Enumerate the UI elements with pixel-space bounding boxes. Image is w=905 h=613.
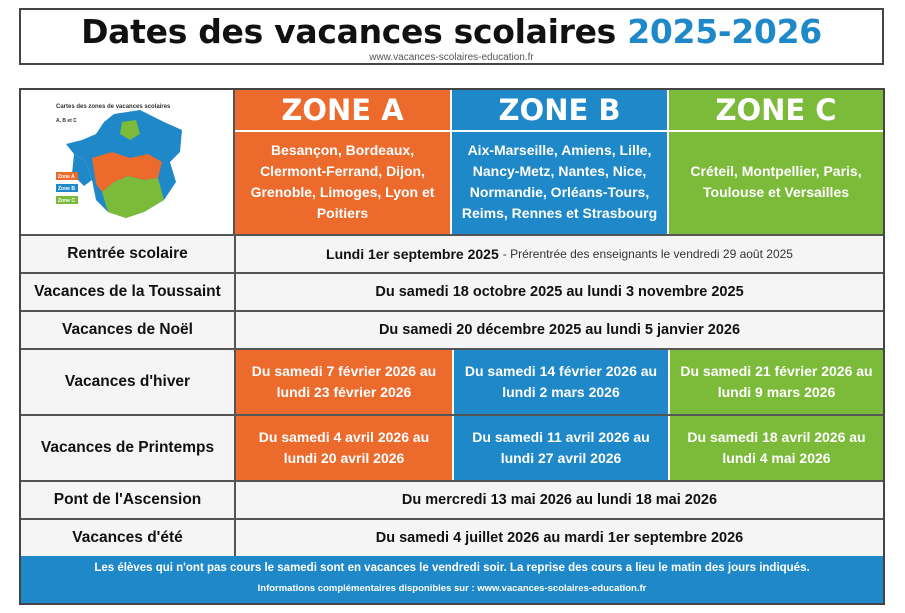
hiver-zone-a: Du samedi 7 février 2026 au lundi 23 février 2026 bbox=[236, 350, 452, 414]
rentree-value bbox=[236, 236, 883, 272]
rentree-date: Lundi 1er septembre 2025 bbox=[326, 246, 499, 262]
zones-map bbox=[21, 90, 235, 234]
zone-c-cities: Créteil, Montpellier, Paris, Toulouse et Versailles bbox=[690, 163, 862, 200]
map-subtitle: A, B et C bbox=[56, 118, 77, 124]
printemps-zone-a: Du samedi 4 avril 2026 au lundi 20 avril 2026 bbox=[236, 416, 452, 480]
zones-row bbox=[21, 90, 883, 234]
zone-c-column bbox=[667, 90, 883, 234]
hiver-zone-c: Du samedi 21 février 2026 au lundi 9 mars 2026 bbox=[668, 350, 883, 414]
ascension-label: Pont de l'Ascension bbox=[21, 482, 236, 518]
printemps-zone-b: Du samedi 11 avril 2026 au lundi 27 avril 2026 bbox=[452, 416, 668, 480]
rentree-label: Rentrée scolaire bbox=[21, 236, 236, 272]
toussaint-label: Vacances de la Toussaint bbox=[21, 274, 236, 310]
zone-c-heading: ZONE C bbox=[669, 90, 883, 132]
zone-a-column bbox=[235, 90, 450, 234]
title-main: Dates des vacances scolaires bbox=[81, 12, 617, 51]
website-link[interactable]: www.vacances-scolaires-education.fr bbox=[369, 52, 534, 63]
toussaint-dates: Du samedi 18 octobre 2025 au lundi 3 novembre 2025 bbox=[236, 274, 883, 310]
title-box bbox=[19, 8, 884, 65]
printemps-label: Vacances de Printemps bbox=[21, 416, 236, 480]
zone-b-column bbox=[450, 90, 667, 234]
legend-zone-c: Zone C bbox=[58, 198, 75, 204]
rentree-note: - Prérentrée des enseignants le vendredi 29 août 2025 bbox=[502, 247, 793, 261]
ascension-dates: Du mercredi 13 mai 2026 au lundi 18 mai 2026 bbox=[236, 482, 883, 518]
zone-b-heading: ZONE B bbox=[452, 90, 667, 132]
row-printemps bbox=[21, 414, 883, 480]
holiday-table bbox=[19, 88, 885, 558]
noel-dates: Du samedi 20 décembre 2025 au lundi 5 janvier 2026 bbox=[236, 312, 883, 348]
hiver-label: Vacances d'hiver bbox=[21, 350, 236, 414]
legend-zone-a: Zone A bbox=[58, 174, 75, 180]
ete-label: Vacances d'été bbox=[21, 520, 236, 556]
row-toussaint bbox=[21, 272, 883, 310]
map-title: Cartes des zones de vacances scolaires bbox=[56, 104, 171, 110]
footer-info-link[interactable]: Informations complémentaires disponibles sur : www.vacances-scolaires-education.fr bbox=[257, 583, 647, 594]
zone-a-cities: Besançon, Bordeaux, Clermont-Ferrand, Dijon, Grenoble, Limoges, Lyon et Poitiers bbox=[250, 142, 435, 221]
legend-zone-b: Zone B bbox=[58, 186, 75, 192]
page-title bbox=[21, 12, 882, 52]
zone-a-heading: ZONE A bbox=[235, 90, 450, 132]
hiver-zone-b: Du samedi 14 février 2026 au lundi 2 mars 2026 bbox=[452, 350, 668, 414]
france-map-image bbox=[52, 100, 202, 224]
zone-b-cities: Aix-Marseille, Amiens, Lille, Nancy-Metz, Nantes, Nice, Normandie, Orléans-Tours, Reims, Rennes et Strasbourg bbox=[461, 142, 658, 221]
title-year: 2025-2026 bbox=[627, 12, 822, 51]
noel-label: Vacances de Noël bbox=[21, 312, 236, 348]
footer-note: Les élèves qui n'ont pas cours le samedi sont en vacances le vendredi soir. La reprise des cours a lieu le matin des jours indiqués. bbox=[94, 562, 810, 574]
printemps-zone-c: Du samedi 18 avril 2026 au lundi 4 mai 2026 bbox=[668, 416, 883, 480]
row-ete bbox=[21, 518, 883, 556]
row-hiver bbox=[21, 348, 883, 414]
row-rentree bbox=[21, 234, 883, 272]
ete-dates: Du samedi 4 juillet 2026 au mardi 1er septembre 2026 bbox=[236, 520, 883, 556]
footer-banner bbox=[19, 556, 885, 605]
row-ascension bbox=[21, 480, 883, 518]
row-noel bbox=[21, 310, 883, 348]
